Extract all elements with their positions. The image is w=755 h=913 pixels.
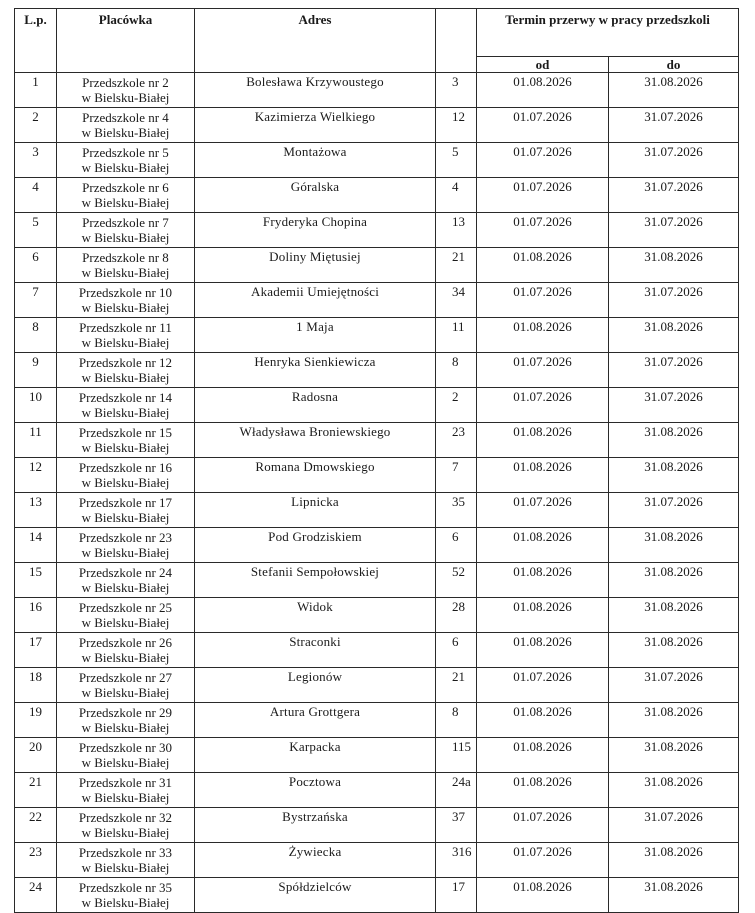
row-date-from: 01.08.2026 — [477, 878, 609, 913]
row-date-to: 31.08.2026 — [609, 843, 739, 878]
row-house-number: 35 — [436, 493, 477, 528]
row-street: Bolesława Krzywoustego — [195, 73, 436, 108]
placowka-line-1: Przedszkole nr 4 — [82, 110, 169, 125]
placowka-line-2: w Bielsku-Białej — [81, 580, 170, 595]
row-placowka — [57, 178, 195, 213]
row-date-to: 31.07.2026 — [609, 178, 739, 213]
row-house-number: 52 — [436, 563, 477, 598]
row-lp: 4 — [15, 178, 57, 213]
placowka-line-2: w Bielsku-Białej — [81, 650, 170, 665]
row-lp: 24 — [15, 878, 57, 913]
placowka-line-1: Przedszkole nr 26 — [78, 635, 173, 650]
placowka-line-1: Przedszkole nr 11 — [79, 320, 172, 335]
row-date-to: 31.08.2026 — [609, 633, 739, 668]
row-placowka — [57, 283, 195, 318]
row-date-from: 01.08.2026 — [477, 73, 609, 108]
row-placowka — [57, 213, 195, 248]
row-house-number: 23 — [436, 423, 477, 458]
row-placowka — [57, 738, 195, 773]
placowka-line-1: Przedszkole nr 24 — [78, 565, 173, 580]
row-house-number: 11 — [436, 318, 477, 353]
row-house-number: 5 — [436, 143, 477, 178]
row-lp: 23 — [15, 843, 57, 878]
table-row — [15, 353, 739, 388]
row-placowka — [57, 528, 195, 563]
placowka-line-1: Przedszkole nr 35 — [78, 880, 173, 895]
placowka-line-1: Przedszkole nr 27 — [78, 670, 173, 685]
table-row — [15, 423, 739, 458]
table-row — [15, 773, 739, 808]
row-date-to: 31.07.2026 — [609, 213, 739, 248]
placowka-line-2: w Bielsku-Białej — [81, 195, 170, 210]
row-date-from: 01.08.2026 — [477, 703, 609, 738]
row-date-from: 01.08.2026 — [477, 633, 609, 668]
table-body — [15, 73, 739, 913]
row-date-from: 01.07.2026 — [477, 493, 609, 528]
row-street: Fryderyka Chopina — [195, 213, 436, 248]
placowka-line-1: Przedszkole nr 23 — [78, 530, 173, 545]
row-house-number: 24a — [436, 773, 477, 808]
placowka-line-1: Przedszkole nr 14 — [78, 390, 173, 405]
row-date-to: 31.08.2026 — [609, 73, 739, 108]
row-street: Pocztowa — [195, 773, 436, 808]
row-date-from: 01.07.2026 — [477, 843, 609, 878]
row-street: Żywiecka — [195, 843, 436, 878]
row-house-number: 37 — [436, 808, 477, 843]
row-placowka — [57, 388, 195, 423]
table-row — [15, 213, 739, 248]
row-date-from: 01.07.2026 — [477, 388, 609, 423]
row-placowka — [57, 773, 195, 808]
row-house-number: 115 — [436, 738, 477, 773]
row-date-to: 31.08.2026 — [609, 563, 739, 598]
table-row — [15, 878, 739, 913]
placowka-line-1: Przedszkole nr 30 — [78, 740, 173, 755]
row-lp: 5 — [15, 213, 57, 248]
row-date-from: 01.07.2026 — [477, 178, 609, 213]
placowka-line-1: Przedszkole nr 7 — [82, 215, 169, 230]
placowka-line-1: Przedszkole nr 17 — [78, 495, 173, 510]
row-street: Artura Grottgera — [195, 703, 436, 738]
table-row — [15, 283, 739, 318]
header-lp: L.p. — [15, 9, 57, 73]
row-placowka — [57, 143, 195, 178]
row-street: Romana Dmowskiego — [195, 458, 436, 493]
row-placowka — [57, 668, 195, 703]
placowka-line-1: Przedszkole nr 31 — [78, 775, 173, 790]
placowka-line-2: w Bielsku-Białej — [81, 790, 170, 805]
table-row — [15, 143, 739, 178]
row-placowka — [57, 808, 195, 843]
row-lp: 19 — [15, 703, 57, 738]
row-lp: 12 — [15, 458, 57, 493]
placowka-line-2: w Bielsku-Białej — [81, 160, 170, 175]
row-date-from: 01.08.2026 — [477, 563, 609, 598]
row-date-from: 01.08.2026 — [477, 423, 609, 458]
placowka-line-1: Przedszkole nr 5 — [82, 145, 169, 160]
placowka-line-2: w Bielsku-Białej — [81, 895, 170, 910]
placowka-line-2: w Bielsku-Białej — [81, 475, 170, 490]
header-od: od — [477, 57, 609, 73]
row-placowka — [57, 493, 195, 528]
row-placowka — [57, 73, 195, 108]
row-lp: 14 — [15, 528, 57, 563]
placowka-line-2: w Bielsku-Białej — [81, 615, 170, 630]
row-date-from: 01.08.2026 — [477, 248, 609, 283]
row-date-to: 31.08.2026 — [609, 248, 739, 283]
row-lp: 1 — [15, 73, 57, 108]
placowka-line-2: w Bielsku-Białej — [81, 440, 170, 455]
row-house-number: 8 — [436, 353, 477, 388]
row-date-to: 31.07.2026 — [609, 493, 739, 528]
table-row — [15, 738, 739, 773]
table-row — [15, 248, 739, 283]
row-date-from: 01.07.2026 — [477, 108, 609, 143]
row-house-number: 6 — [436, 528, 477, 563]
table-row — [15, 108, 739, 143]
placowka-line-1: Przedszkole nr 33 — [78, 845, 173, 860]
row-lp: 3 — [15, 143, 57, 178]
placowka-line-2: w Bielsku-Białej — [81, 90, 170, 105]
header-adres: Adres — [195, 9, 436, 73]
row-date-from: 01.07.2026 — [477, 668, 609, 703]
placowka-line-1: Przedszkole nr 16 — [78, 460, 173, 475]
row-date-from: 01.08.2026 — [477, 738, 609, 773]
row-house-number: 7 — [436, 458, 477, 493]
row-street: Doliny Miętusiej — [195, 248, 436, 283]
row-date-from: 01.08.2026 — [477, 458, 609, 493]
row-street: Legionów — [195, 668, 436, 703]
placowka-line-1: Przedszkole nr 2 — [82, 75, 169, 90]
document-sheet — [14, 8, 738, 913]
row-street: Lipnicka — [195, 493, 436, 528]
row-lp: 21 — [15, 773, 57, 808]
row-placowka — [57, 843, 195, 878]
row-house-number: 28 — [436, 598, 477, 633]
row-house-number: 2 — [436, 388, 477, 423]
table-row — [15, 318, 739, 353]
header-placowka: Placówka — [57, 9, 195, 73]
table-row — [15, 633, 739, 668]
row-street: Władysława Broniewskiego — [195, 423, 436, 458]
placowka-line-2: w Bielsku-Białej — [81, 405, 170, 420]
row-street: Pod Grodziskiem — [195, 528, 436, 563]
header-do: do — [609, 57, 739, 73]
row-date-to: 31.07.2026 — [609, 668, 739, 703]
row-date-to: 31.08.2026 — [609, 773, 739, 808]
row-date-to: 31.08.2026 — [609, 423, 739, 458]
placowka-line-1: Przedszkole nr 15 — [78, 425, 173, 440]
placowka-line-2: w Bielsku-Białej — [81, 755, 170, 770]
placowka-line-2: w Bielsku-Białej — [81, 860, 170, 875]
row-date-to: 31.08.2026 — [609, 458, 739, 493]
row-date-to: 31.08.2026 — [609, 598, 739, 633]
row-lp: 11 — [15, 423, 57, 458]
placowka-line-2: w Bielsku-Białej — [81, 300, 170, 315]
row-street: Widok — [195, 598, 436, 633]
row-lp: 22 — [15, 808, 57, 843]
row-placowka — [57, 423, 195, 458]
row-street: Bystrzańska — [195, 808, 436, 843]
row-placowka — [57, 878, 195, 913]
placowka-line-1: Przedszkole nr 6 — [82, 180, 169, 195]
row-house-number: 17 — [436, 878, 477, 913]
table-row — [15, 458, 739, 493]
row-placowka — [57, 598, 195, 633]
row-house-number: 12 — [436, 108, 477, 143]
row-placowka — [57, 108, 195, 143]
row-date-from: 01.07.2026 — [477, 213, 609, 248]
row-date-to: 31.08.2026 — [609, 703, 739, 738]
header-termin: Termin przerwy w pracy przedszkoli — [477, 9, 739, 57]
row-street: 1 Maja — [195, 318, 436, 353]
row-lp: 8 — [15, 318, 57, 353]
row-date-to: 31.08.2026 — [609, 318, 739, 353]
row-house-number: 4 — [436, 178, 477, 213]
placowka-line-2: w Bielsku-Białej — [81, 335, 170, 350]
row-lp: 15 — [15, 563, 57, 598]
row-lp: 2 — [15, 108, 57, 143]
row-lp: 17 — [15, 633, 57, 668]
placowka-line-1: Przedszkole nr 29 — [78, 705, 173, 720]
table-row — [15, 528, 739, 563]
row-street: Henryka Sienkiewicza — [195, 353, 436, 388]
row-lp: 9 — [15, 353, 57, 388]
row-date-to: 31.07.2026 — [609, 388, 739, 423]
row-lp: 6 — [15, 248, 57, 283]
row-date-to: 31.07.2026 — [609, 143, 739, 178]
table-header — [15, 9, 739, 73]
row-house-number: 21 — [436, 668, 477, 703]
row-date-from: 01.08.2026 — [477, 528, 609, 563]
row-house-number: 316 — [436, 843, 477, 878]
row-house-number: 8 — [436, 703, 477, 738]
row-house-number: 34 — [436, 283, 477, 318]
row-street: Straconki — [195, 633, 436, 668]
row-street: Góralska — [195, 178, 436, 213]
placowka-line-2: w Bielsku-Białej — [81, 265, 170, 280]
row-placowka — [57, 353, 195, 388]
row-street: Karpacka — [195, 738, 436, 773]
row-street: Stefanii Sempołowskiej — [195, 563, 436, 598]
placowka-line-2: w Bielsku-Białej — [81, 545, 170, 560]
row-date-to: 31.08.2026 — [609, 528, 739, 563]
placowka-line-1: Przedszkole nr 8 — [82, 250, 169, 265]
row-placowka — [57, 563, 195, 598]
row-street: Kazimierza Wielkiego — [195, 108, 436, 143]
row-lp: 10 — [15, 388, 57, 423]
table-row — [15, 178, 739, 213]
row-street: Akademii Umiejętności — [195, 283, 436, 318]
row-date-to: 31.07.2026 — [609, 353, 739, 388]
row-street: Radosna — [195, 388, 436, 423]
row-date-from: 01.08.2026 — [477, 318, 609, 353]
row-date-to: 31.07.2026 — [609, 283, 739, 318]
row-lp: 16 — [15, 598, 57, 633]
placowka-line-2: w Bielsku-Białej — [81, 685, 170, 700]
row-lp: 18 — [15, 668, 57, 703]
row-date-from: 01.08.2026 — [477, 773, 609, 808]
row-house-number: 21 — [436, 248, 477, 283]
row-house-number: 13 — [436, 213, 477, 248]
header-number-blank — [436, 9, 477, 73]
row-house-number: 6 — [436, 633, 477, 668]
row-street: Montażowa — [195, 143, 436, 178]
row-date-to: 31.07.2026 — [609, 808, 739, 843]
row-placowka — [57, 318, 195, 353]
placowka-line-2: w Bielsku-Białej — [81, 370, 170, 385]
row-date-to: 31.08.2026 — [609, 738, 739, 773]
row-placowka — [57, 703, 195, 738]
row-placowka — [57, 458, 195, 493]
kindergarten-closure-table — [14, 8, 739, 913]
row-lp: 7 — [15, 283, 57, 318]
row-placowka — [57, 248, 195, 283]
table-row — [15, 668, 739, 703]
row-date-from: 01.07.2026 — [477, 808, 609, 843]
placowka-line-1: Przedszkole nr 25 — [78, 600, 173, 615]
row-placowka — [57, 633, 195, 668]
placowka-line-2: w Bielsku-Białej — [81, 720, 170, 735]
placowka-line-1: Przedszkole nr 10 — [78, 285, 173, 300]
table-row — [15, 598, 739, 633]
placowka-line-1: Przedszkole nr 32 — [78, 810, 173, 825]
table-row — [15, 73, 739, 108]
placowka-line-2: w Bielsku-Białej — [81, 125, 170, 140]
placowka-line-1: Przedszkole nr 12 — [78, 355, 173, 370]
row-lp: 13 — [15, 493, 57, 528]
row-date-to: 31.07.2026 — [609, 108, 739, 143]
row-street: Spółdzielców — [195, 878, 436, 913]
table-row — [15, 843, 739, 878]
placowka-line-2: w Bielsku-Białej — [81, 825, 170, 840]
table-row — [15, 388, 739, 423]
table-row — [15, 703, 739, 738]
row-date-from: 01.07.2026 — [477, 353, 609, 388]
row-date-from: 01.07.2026 — [477, 143, 609, 178]
table-row — [15, 808, 739, 843]
row-date-to: 31.08.2026 — [609, 878, 739, 913]
placowka-line-2: w Bielsku-Białej — [81, 510, 170, 525]
placowka-line-2: w Bielsku-Białej — [81, 230, 170, 245]
table-row — [15, 563, 739, 598]
row-lp: 20 — [15, 738, 57, 773]
row-house-number: 3 — [436, 73, 477, 108]
table-row — [15, 493, 739, 528]
row-date-from: 01.08.2026 — [477, 598, 609, 633]
row-date-from: 01.07.2026 — [477, 283, 609, 318]
